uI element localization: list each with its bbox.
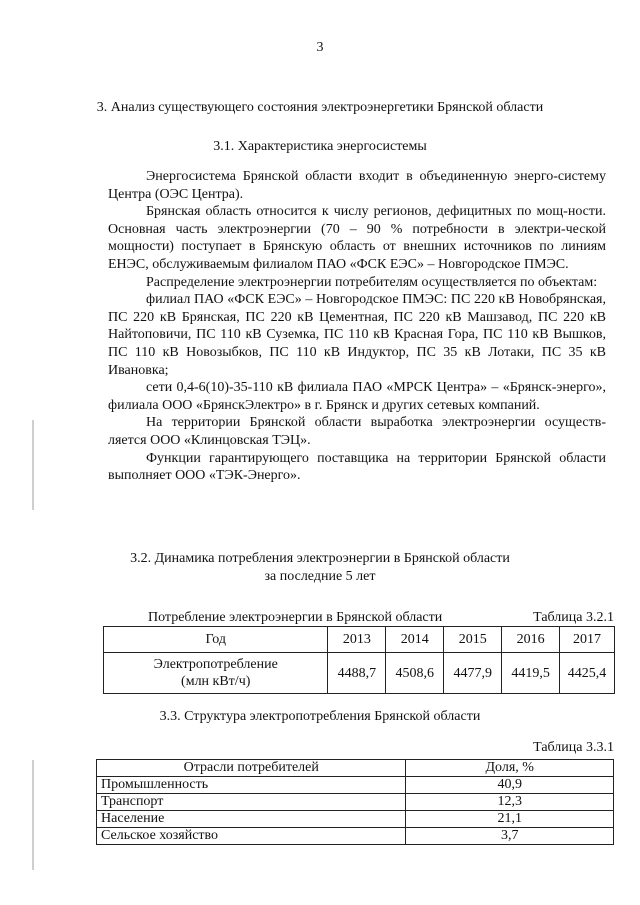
value-cell: 4419,5 [502, 653, 560, 694]
year-cell: 2014 [386, 627, 444, 653]
share-cell: 12,3 [406, 794, 614, 811]
share-cell: 3,7 [406, 828, 614, 845]
paragraph: сети 0,4-6(10)-35-110 кВ филиала ПАО «МРСК Центра» – «Брянск-энерго», филиала ООО «БрянскЭлектро» в г. Брянск и других сетевых компаний. [108, 380, 606, 413]
table-header-cell: Отрасли потребителей [97, 760, 406, 777]
sector-cell: Население [97, 811, 406, 828]
table-row [97, 828, 614, 845]
subsection-heading-3-2 [0, 550, 640, 586]
paragraph: Энергосистема Брянской области входит в объединенную энерго-систему Центра (ОЭС Центра). [108, 169, 606, 202]
year-cell: 2013 [328, 627, 386, 653]
table-number: Таблица 3.3.1 [533, 740, 614, 755]
value-cell: 4508,6 [386, 653, 444, 694]
table-row [97, 760, 614, 777]
structure-table [96, 759, 614, 845]
share-cell: 21,1 [406, 811, 614, 828]
paragraph: Функции гарантирующего поставщика на территории Брянской области выполняет ООО «ТЭК-Энерго». [108, 450, 606, 484]
table-row [104, 627, 615, 653]
section-heading: 3. Анализ существующего состояния электроэнергетики Брянской области [96, 100, 544, 115]
year-cell: 2016 [502, 627, 560, 653]
share-cell: 40,9 [406, 777, 614, 794]
row-label-cell [104, 653, 328, 694]
table-header-cell: Доля, % [406, 760, 614, 777]
page-number: 3 [316, 40, 324, 55]
year-cell: 2015 [444, 627, 502, 653]
table-header-cell: Год [104, 627, 328, 653]
year-cell: 2017 [560, 627, 615, 653]
consumption-table [103, 626, 615, 694]
row-label-line: Электропотребление [153, 657, 278, 672]
row-label-line: (млн кВт/ч) [181, 674, 251, 689]
paragraph: Распределение электроэнергии потребителям осуществляется по объектам: [146, 274, 598, 290]
subsection-heading-3-3: 3.3. Структура электропотребления Брянской области [159, 709, 481, 724]
subsection-heading-line: 3.2. Динамика потребления электроэнергии в Брянской области [130, 551, 510, 566]
body-text [108, 168, 606, 485]
table-row [97, 777, 614, 794]
sector-cell: Транспорт [97, 794, 406, 811]
subsection-heading-3-1: 3.1. Характеристика энергосистемы [213, 139, 427, 154]
paragraph: филиал ПАО «ФСК ЕЭС» – Новгородское ПМЭС: ПС 220 кВ Новобрянская, ПС 220 кВ Брянская, ПС 220 кВ Цементная, ПС 220 кВ Машзавод, ПС 220 кВ Найтоповичи, ПС 110 кВ Суземка, ПС 110 кВ Красная Гора, ПС 110 кВ Вышков, ПС 110 кВ Новозыбков, ПС 110 кВ Индуктор, ПС 35 кВ Лотаки, ПС 35 кВ Ивановка; [108, 292, 606, 378]
sector-cell: Сельское хозяйство [97, 828, 406, 845]
value-cell: 4477,9 [444, 653, 502, 694]
table-row [97, 794, 614, 811]
table-caption: Потребление электроэнергии в Брянской области [148, 610, 443, 625]
scan-margin-mark [32, 760, 34, 870]
subsection-heading-line: за последние 5 лет [264, 569, 376, 584]
table-row [97, 811, 614, 828]
paragraph: На территории Брянской области выработка электроэнергии осуществ-ляется ООО «Клинцовская ТЭЦ». [108, 415, 606, 448]
table-number: Таблица 3.2.1 [533, 610, 614, 625]
scan-margin-mark [32, 420, 34, 510]
value-cell: 4488,7 [328, 653, 386, 694]
paragraph: Брянская область относится к числу регионов, дефицитных по мощ-ности. Основная часть электроэнергии (70 – 90 % потребности в электри-ческой мощности) поступает в Брянскую область от внешних источников по линиям ЕНЭС, обслуживаемым филиалом ПАО «ФСК ЕЭС» – Новгородское ПМЭС. [108, 204, 606, 272]
table-row [104, 653, 615, 694]
sector-cell: Промышленность [97, 777, 406, 794]
value-cell: 4425,4 [560, 653, 615, 694]
